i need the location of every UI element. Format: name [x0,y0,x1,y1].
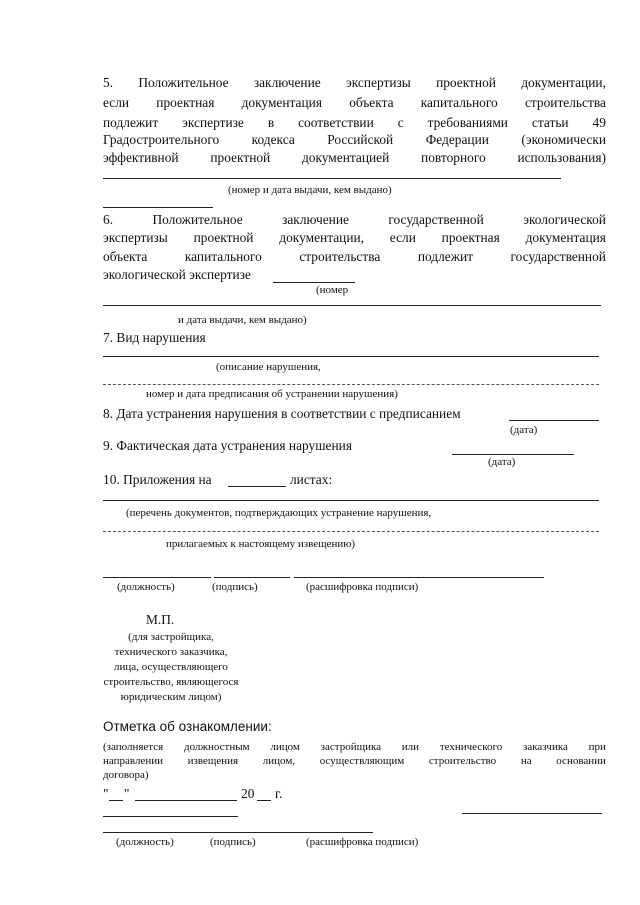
word: экологической [523,212,606,227]
word: в [267,115,275,130]
word: Положительное [138,75,229,90]
position-caption: (должность) [117,581,175,593]
date-year-field[interactable] [257,800,271,801]
section-9-date-field[interactable] [452,454,574,455]
word: при [588,741,606,753]
section-8-caption: (дата) [510,424,538,436]
word: документации, [521,75,606,90]
section-5-line [103,150,606,166]
word: требованиями [427,115,508,130]
word: заключение [282,212,349,227]
word: капитального [184,249,262,264]
section-10-caption-a: (перечень документов, подтверждающих устранение нарушения, [126,507,432,519]
word: (заполняется [103,741,164,753]
word: лицом [270,741,300,753]
section-6-inline-field[interactable] [273,282,355,283]
word: проектная [156,95,215,110]
word: если [389,230,416,245]
section-5-caption: (номер и дата выдачи, кем выдано) [228,184,392,196]
section-8-date-field[interactable] [509,420,599,421]
acknowledgement-title: Отметка об ознакомлении: [103,719,272,734]
section-10-fill-line-2[interactable] [103,531,599,532]
section-5-line [103,95,606,111]
word: лицом, [262,755,296,767]
word: строительство [428,755,497,767]
word: капитального [420,95,498,110]
acknowledgement-note-line [103,755,606,767]
word: извещения [187,755,239,767]
word: экспертизы [103,230,168,245]
stamp-note-line: технического заказчика, [114,646,228,658]
section-9-title: 9. Фактическая дата устранения нарушения [103,438,352,453]
section-5-line [103,115,606,131]
date-suffix: г. [275,786,283,801]
word: экспертизе [182,115,244,130]
section-7-caption-b: номер и дата предписания об устранении нарушения) [146,388,398,400]
section-5-line [103,132,606,148]
word: или [401,741,420,753]
word: подлежит [103,115,159,130]
word: повторного [421,150,486,165]
section-6-line [103,230,606,246]
section-5-line [103,75,606,91]
word: Российской [327,132,394,147]
word: объекта [103,249,148,264]
signature-decoding-caption: (расшифровка подписи) [306,581,419,593]
section-6-last-line: экологической экспертизе [103,267,251,282]
word: эффективной [103,150,179,165]
word: осуществляющим [319,755,405,767]
section-5-fill-line[interactable] [103,178,561,179]
word: статьи [531,115,569,130]
word: 6. [103,212,114,227]
word: должностным [183,741,250,753]
signature-decoding-caption-2: (расшифровка подписи) [306,836,419,848]
signature-decoding-line[interactable] [294,577,544,578]
word: на [520,755,532,767]
acknowledgement-note-line [103,741,606,753]
position-line-2[interactable] [103,832,373,833]
signature-caption: (подпись) [212,581,258,593]
date-month-field[interactable] [135,800,237,801]
word: использования) [517,150,606,165]
word: кодекса [251,132,295,147]
date-quote-close: " [124,786,130,801]
word: документация [525,230,606,245]
section-7-fill-line[interactable] [103,356,599,357]
word: строительства [524,95,606,110]
section-7-title: 7. Вид нарушения [103,330,206,345]
word: застройщика [320,741,382,753]
word: строительства [299,249,381,264]
signature-line[interactable] [214,577,290,578]
date-year-prefix: 20 [241,786,255,801]
stamp-mp: М.П. [146,612,175,627]
word: объекта [349,95,394,110]
date-day-field[interactable] [109,800,123,801]
section-10-caption-b: прилагаемых к настоящему извещению) [166,538,356,550]
section-8-title: 8. Дата устранения нарушения в соответствии с предписанием [103,406,461,421]
word: подлежит [417,249,474,264]
section-6-line [103,249,606,265]
word: заказчика [523,741,568,753]
section-7-fill-line-2[interactable] [103,384,599,385]
word: Федерации [425,132,489,147]
position-caption-2: (должность) [116,836,174,848]
word: с [397,115,404,130]
section-9-caption: (дата) [488,456,516,468]
word: основании [556,755,606,767]
word: проектной [436,75,496,90]
stamp-note [96,630,246,705]
word: проектной [193,230,254,245]
word: технического [439,741,503,753]
section-7-caption-a: (описание нарушения, [216,361,321,373]
word: 5. [103,75,114,90]
word: заключение [253,75,321,90]
acknowledgement-line-left[interactable] [103,816,238,817]
stamp-note-line: (для застройщика, [128,631,214,643]
stamp-note-line: лица, осуществляющего [114,661,228,673]
section-6-caption-a: (номер [316,284,349,296]
word: экспертизы [345,75,411,90]
acknowledgement-note-line: договора) [103,769,149,781]
section-10-title-b: листах: [290,472,333,487]
acknowledgement-line-right[interactable] [462,813,602,814]
section-10-sheets-field[interactable] [228,486,286,487]
word: документации, [279,230,364,245]
word: проектной [210,150,271,165]
word: (экономически [521,132,606,147]
word: документация [241,95,322,110]
word: 49 [592,115,606,130]
word: государственной [510,249,606,264]
word: проектная [441,230,500,245]
word: Положительное [152,212,243,227]
stamp-note-line: строительство, являющегося [103,676,239,688]
section-10-title-a: 10. Приложения на [103,472,212,487]
section-6-caption-b: и дата выдачи, кем выдано) [178,314,307,326]
stamp-note-line: юридическим лицом) [120,691,222,703]
section-6-top-line [103,207,213,208]
word: соответствии [298,115,374,130]
date-quote-open: " [103,786,109,801]
section-6-line [103,212,606,228]
word: государственной [388,212,484,227]
section-10-fill-line[interactable] [103,500,599,501]
word: если [103,95,130,110]
word: Градостроительного [103,132,220,147]
word: направлении [103,755,163,767]
signature-caption-2: (подпись) [210,836,256,848]
position-line[interactable] [103,577,211,578]
section-6-fill-line[interactable] [103,305,601,306]
word: документацией [301,150,390,165]
